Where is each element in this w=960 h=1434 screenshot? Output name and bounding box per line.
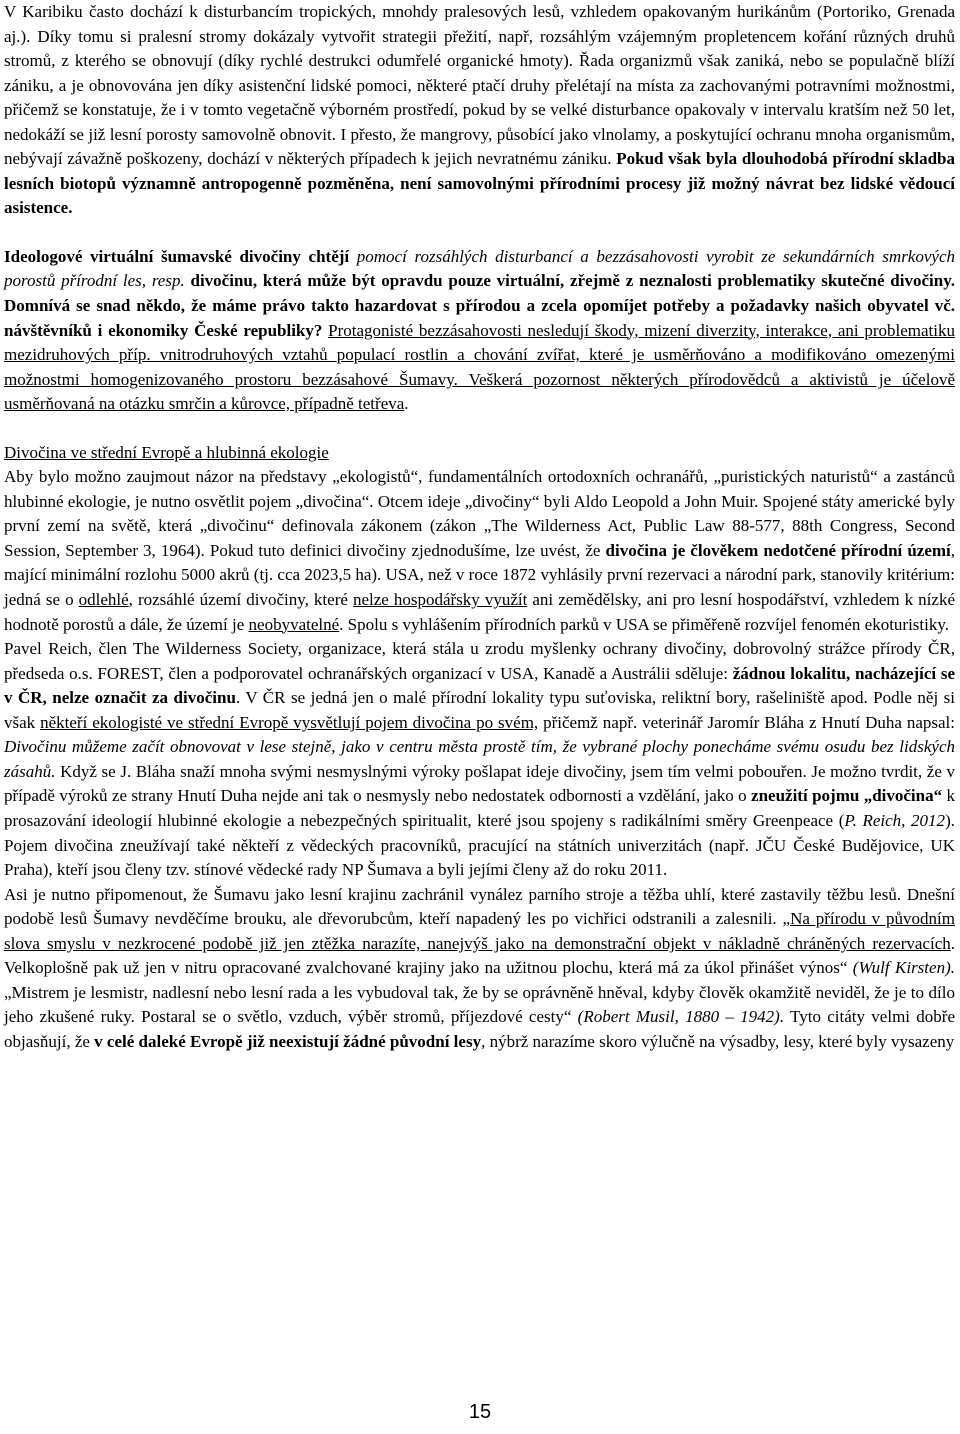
- spacer: [4, 221, 955, 245]
- page-number: 15: [468, 1401, 492, 1423]
- bold-run: žádnou lokalitu, nacházející se v ČR, nelze označit za divočinu: [4, 663, 955, 708]
- text-run: . Spolu s vyhlášením přírodních parků v USA se přiměřeně rozvíjel fenomén ekoturistiky.: [339, 614, 950, 634]
- underlined-quote: „Na přírodu v původním slova smyslu v nezkrocené podobě již jen ztěžka narazíte, nanejvýš jako na demonstrační objekt v nákladně chráněných rezervacích: [4, 909, 955, 953]
- text-run: přičemž např. veterinář Jaromír Bláha z Hnutí Duha napsal:: [538, 712, 955, 732]
- bold-run: divočinu, která může být opravdu pouze virtuální, zřejmě z neznalosti problematiky skutečné divočiny. Domnívá se snad někdo, že máme právo takto hazardovat s přírodou a zcela opomíjet potřeby a požadavky našich obyvatel vč. návštěvníků i ekonomiky České republiky?: [4, 271, 956, 340]
- paragraph-ideologues: [4, 245, 955, 417]
- text-run: , nýbrž narazíme skoro výlučně na výsadby, lesy, které byly vysazeny: [481, 1031, 955, 1051]
- heading-text: Divočina ve střední Evropě a hlubinná ekologie: [4, 442, 329, 462]
- paragraph-reich: [4, 637, 955, 882]
- underlined-run: někteří ekologisté ve střední Evropě vysvětlují pojem divočina po svém,: [40, 712, 539, 732]
- text-run: .: [404, 394, 409, 414]
- section-heading: [4, 441, 955, 466]
- text-run: , mající minimální rozlohu 5000 akrů (tj. cca 2023,5 ha). USA, než v roce 1872 vyhlásily první rezervaci a národní park, stanovily kritérium: jedná se o: [4, 540, 956, 610]
- text-run: Tyto citáty velmi dobře objasňují, že: [4, 1007, 955, 1051]
- text-run: V Karibiku často dochází k disturbancím tropických, mnohdy pralesových lesů, vzhledem opakovaným hurikánům (Portoriko, Grenada aj.). Díky tomu si pralesní stromy dokázaly vytvořit strategii přežití, např, rozsáhlým vzájemným propletencem kořání různých druhů stromů, z kterého se obnovují (díky rychlé destrukci odumřelé organické hmoty).: [4, 2, 955, 71]
- bold-statement: Pokud však byla dlouhodobá přírodní skladba lesních biotopů významně antropogenně pozměněna, není samovolnými přírodními procesy již možný návrat bez lidské vědoucí asistence.: [4, 149, 955, 218]
- text-run: Pavel Reich, člen The Wilderness Society, organizace, která stála u zrodu myšlenky ochrany divočiny, dobrovolný strážce přírody ČR, předseda o.s. FOREST, člen a podporovatel ochranářských organizací v USA, Kanadě a Austrálii sděluje:: [4, 639, 955, 683]
- text-run: k prosazování ideologií hlubinné ekologie a nebezpečných spiritualit, které jsou spojeny s radikálními směry Greenpeace (: [4, 786, 955, 830]
- underlined-run: nelze hospodářsky využít: [352, 590, 528, 610]
- underlined-run: Protagonisté bezzásahovosti nesledují škody, mizení diverzity, interakce, ani problematiku mezidruhových příp. vnitrodruhových vztahů populací rostlin a chování zvířat, které je usměrňováno a modifikováno omezenými možnostmi homogenizovaného prostoru bezzásahové Šumavy. Veškerá pozornost některých přírodovědců a aktivistů je účelově usměrňovaná na otázku smrčin a kůrovce, případně tetřeva: [4, 320, 955, 414]
- italic-run: pomocí rozsáhlých disturbancí a bezzásahovosti vyrobit ze sekundárních smrkových porostů přírodní les, resp.: [4, 246, 955, 291]
- paragraph-sumava-forests: [4, 883, 955, 1055]
- text-run: Aby bylo možno zaujmout názor na představy „ekologistů“, fundamentálních ortodoxních ochranářů, „puristických naturistů“ a zastánců hlubinné ekologie, je nutno osvětlit pojem „divočina“. Otcem ideje „divočiny“ byli Aldo Leopold a John Muir. Spojené státy americké byly první zemí na světě, která „divočinu“ definovala zákonem (zákon „The Wilderness Act, Public Law 88-577, 88th Congress, Second Session, September 3, 1964). Pokud tuto definici divočiny zjednodušíme, lze uvést, že: [4, 467, 955, 560]
- bold-run: zneužití pojmu „divočina“: [751, 786, 943, 806]
- text-run: „Mistrem je lesmistr, nadlesní nebo lesní rada a les vybudoval tak, že by se oprávněně hněval, kdyby člověk okamžitě neviděl, že je to dílo jeho zkušené ruky. Postaral se o světlo, vzduch, výběr stromů, příjezdové cesty“: [4, 982, 955, 1027]
- italic-quote: Divočinu můžeme začít obnovovat v lese stejně, jako v centru města prostě tím, že vybrané plochy ponecháme svému osudu bez lidských zásahů.: [4, 737, 955, 781]
- paragraph-wilderness-definition: [4, 465, 955, 637]
- underlined-run: odlehlé: [78, 590, 129, 610]
- italic-citation: P. Reich, 2012: [844, 810, 946, 830]
- text-run: I přesto, že mangrovy, působící jako vlnolamy, a poskytující ochranu mnoha organismům, nebývají závažně poškozeny, dochází v některých případech k jejich nevratnému zániku.: [4, 124, 956, 169]
- text-run: . Velkoplošně pak už jen v nitru opracované zvalchované krajiny jako na užitnou plochu, která má za úkol přinášet výnos“: [4, 933, 955, 978]
- italic-citation: (Wulf Kirsten).: [852, 958, 955, 978]
- spacer: [4, 417, 955, 441]
- text-run: ani zemědělsky, ani pro lesní hospodářství, vzhledem k nízké hodnotě porostů a dále, že území je: [4, 590, 955, 634]
- text-run: Když se J. Bláha snaží mnoha svými nesmyslnými výroky pošlapat ideje divočiny, jsem tím velmi pobouřen. Je možno tvrdit, že v případě výroků ze strany Hnutí Duha nejde ani tak o nesmysly nebo nedostatek odbornosti a vzdělání, jako o: [4, 761, 955, 806]
- text-run: Asi je nutno připomenout, že Šumavu jako lesní krajinu zachránil vynález parního stroje a těžba uhlí, které zastavily těžbu lesů. Dnešní podobě lesů Šumavy nevděčíme brouku, ale dřevorubcům, kteří napadený les po vichřici odstranili a zalesnili.: [4, 884, 955, 929]
- bold-run: v celé daleké Evropě již neexistují žádné původní lesy: [94, 1031, 482, 1051]
- underlined-run: neobyvatelné: [248, 614, 340, 634]
- bold-run: divočina je člověkem nedotčené přírodní území: [605, 540, 951, 560]
- text-run: . V ČR se jedná jen o malé přírodní lokality typu suťoviska, reliktní bory, rašeliniště apod. Podle něj si však: [4, 688, 955, 732]
- text-run: ). Pojem divočina zneužívají také někteří z vědeckých pracovníků, pracující na státních univerzitách (např. JČU České Budějovice, UK Praha), kteří jsou členy tzv. stínové vědecké rady NP Šumava a byli jejími členy až do roku 2011.: [4, 810, 955, 880]
- text-run: , rozsáhlé území divočiny, které: [128, 590, 353, 610]
- bold-run: Ideologové virtuální šumavské divočiny chtějí: [4, 246, 350, 266]
- text-run: Řada organizmů však zaniká, nebo se populačně blíží zániku, a je obnovována jen díky asistenční lidské pomoci, některé ptačí druhy přelétají na místa za zachovanými potravními možnostmi, přičemž se konstatuje, že i v tomto vegetačně výborném prostředí, pokud by se velké disturbance opakovaly v intervalu kratším než 50 let, nedokáží se již lesní porosty samovolně obnovit.: [4, 51, 955, 144]
- paragraph-caribbean: [4, 0, 955, 221]
- italic-citation: (Robert Musil, 1880 – 1942).: [577, 1007, 785, 1027]
